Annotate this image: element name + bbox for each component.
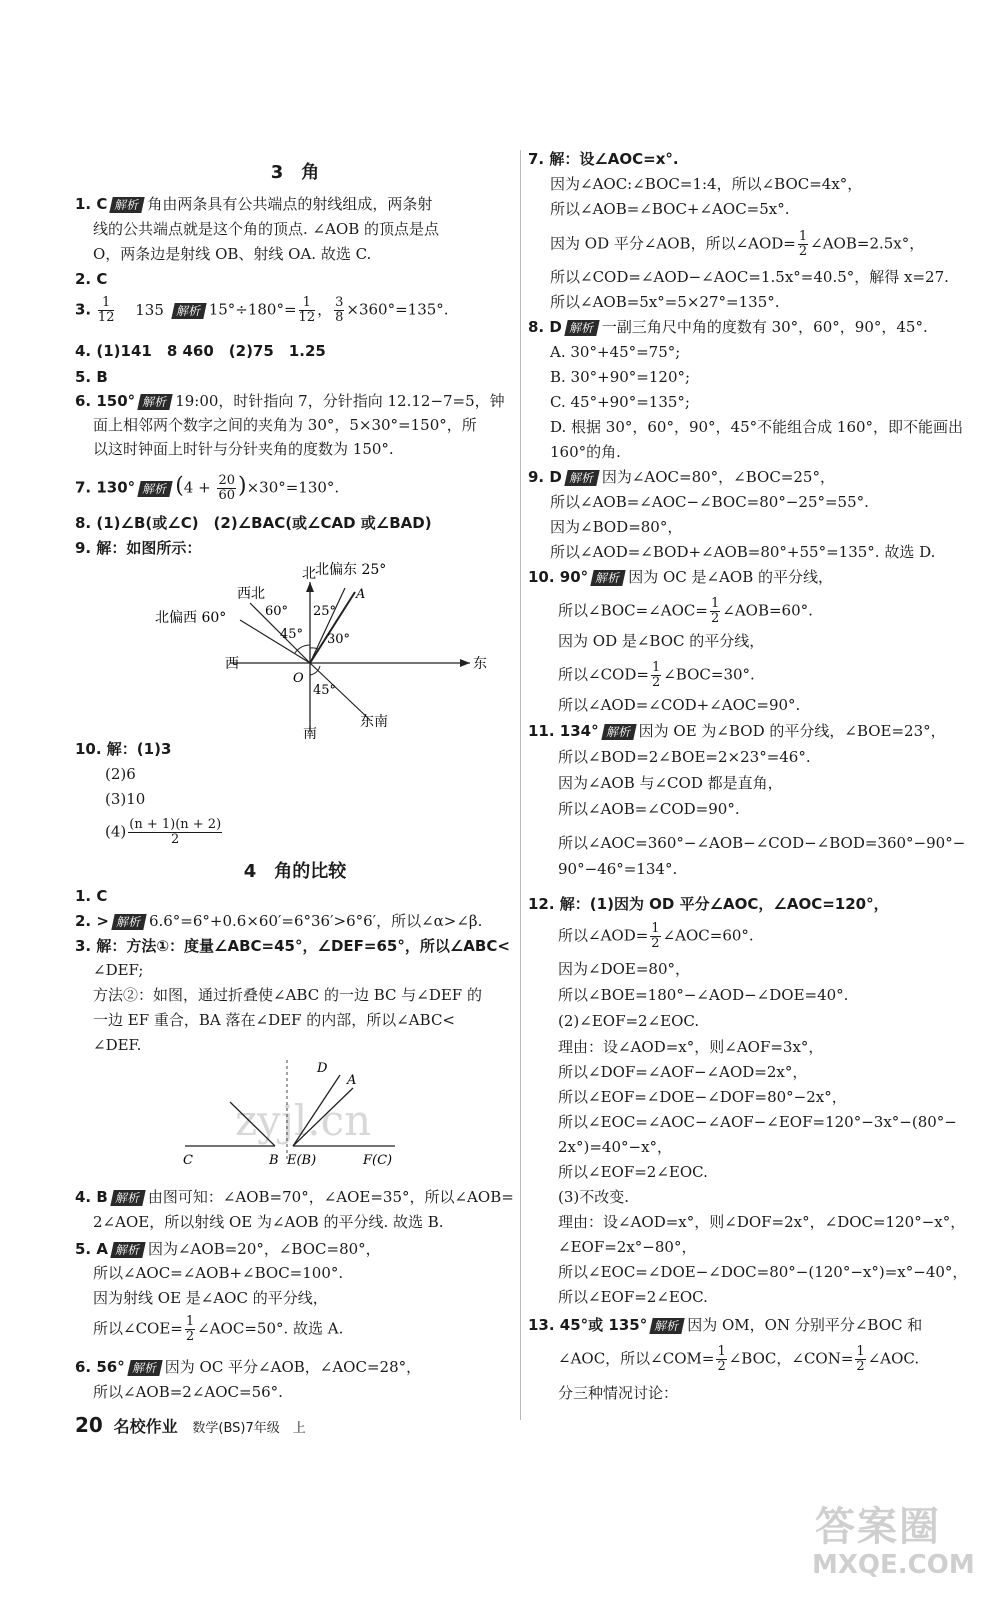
east-label: 东 — [473, 656, 487, 672]
s4-answer-1: 1. C — [75, 887, 108, 905]
answer-r12-l8: 所以∠EOF=∠DOE−∠DOF=80°−2x°， — [558, 1088, 847, 1106]
answer-r8-b: B. 30°+90°=120°; — [550, 368, 691, 386]
answer-r12-l13: 理由：设∠AOD=x°，则∠DOF=2x°，∠DOC=120°−x°， — [558, 1213, 966, 1231]
answer-r11-l4: 所以∠AOB=∠COD=90°. — [558, 800, 740, 818]
answer-1: 1. C 解析 角由两条具有公共端点的射线组成，两条射 — [75, 195, 433, 213]
answer-r12-l16: 所以∠EOF=2∠EOC. — [558, 1288, 708, 1306]
answer-r11-l5: 所以∠AOC=360°−∠AOB−∠COD−∠BOD=360°−90°− — [558, 834, 966, 852]
answer-5: 5. B — [75, 368, 108, 386]
s4-answer-5: 5. A 解析 因为∠AOB=20°，∠BOC=80°， — [75, 1240, 381, 1258]
s4-answer-3-l3: 方法②：如图，通过折叠使∠ABC 的一边 BC 与∠DEF 的 — [93, 986, 482, 1004]
answer-r12: 12. 解：(1)因为 OD 平分∠AOC，∠AOC=120°， — [528, 895, 889, 913]
answer-r12-l3: 因为∠DOE=80°， — [558, 960, 690, 978]
answer-r10-l3: 因为 OD 是∠BOC 的平分线， — [558, 632, 765, 650]
answer-r7-l4: 因为 OD 平分∠AOB，所以∠AOD= $\frac{1}{2}$ ∠AOB=2.5x°， — [550, 229, 925, 259]
answer-4: 4. (1)141 8 460 (2)75 1.25 — [75, 342, 326, 360]
s4-answer-5-l2: 所以∠AOC=∠AOB+∠BOC=100°. — [93, 1264, 344, 1282]
answer-r7-l6: 所以∠AOB=5x°=5×27°=135°. — [550, 293, 780, 311]
book-subject: 数学(BS)7年级 上 — [192, 1421, 306, 1436]
svg-text:25°: 25° — [313, 604, 337, 619]
page-number: 20 — [75, 1413, 103, 1437]
answer-6-line2: 面上相邻两个数字之间的夹角为 30°，5×30°=150°，所 — [93, 416, 477, 434]
svg-text:C: C — [183, 1153, 193, 1168]
svg-text:60°: 60° — [265, 604, 289, 619]
southeast-label: 东南 — [360, 714, 388, 730]
answer-r11-l2: 所以∠BOD=2∠BOE=2×23°=46°. — [558, 748, 811, 766]
answer-2: 2. C — [75, 270, 108, 288]
answer-r11-l6: 90°−46°=134°. — [558, 860, 678, 878]
s4-answer-4-l2: 2∠AOE，所以射线 OE 为∠AOB 的平分线. 故选 B. — [93, 1213, 444, 1231]
ne25-label: 北偏东 25° — [315, 562, 387, 578]
answer-r8-c: C. 45°+90°=135°; — [550, 393, 690, 411]
answer-r9-l3: 因为∠BOD=80°， — [550, 518, 683, 536]
answer-r13: 13. 45°或 135° 解析 因为 OM，ON 分别平分∠BOC 和 — [528, 1316, 923, 1334]
south-label: 南 — [303, 726, 317, 742]
answer-r12-l11: 所以∠EOF=2∠EOC. — [558, 1163, 708, 1181]
svg-text:B: B — [269, 1153, 279, 1168]
column-divider — [520, 150, 521, 1420]
page-footer — [75, 1413, 306, 1437]
s4-answer-3: 3. 解：方法①：度量∠ABC=45°，∠DEF=65°，所以∠ABC< — [75, 937, 510, 955]
answer-r10-l2: 所以∠BOC=∠AOC= $\frac{1}{2}$ ∠AOB=60°. — [558, 596, 813, 626]
s4-answer-2: 2. > 解析 6.6°=6°+0.6×60′=6°36′>6°6′，所以∠α>∠β. — [75, 912, 483, 930]
answer-r7-l5: 所以∠COD=∠AOD−∠AOC=1.5x°=40.5°，解得 x=27. — [550, 268, 949, 286]
svg-text:E(B): E(B) — [287, 1153, 317, 1168]
answer-r8-a: A. 30°+45°=75°; — [550, 343, 681, 361]
answer-r8-d: D. 根据 30°，60°，90°，45°不能组合成 160°，即不能画出 — [550, 418, 964, 436]
svg-text:45°: 45° — [280, 627, 304, 642]
answer-r13-l2: ∠AOC，所以∠COM= $\frac{1}{2}$ ∠BOC，∠CON= $\frac{1}{2}$ ∠AOC. — [558, 1344, 920, 1374]
book-title: 名校作业 — [113, 1417, 178, 1436]
svg-text:45°: 45° — [313, 683, 337, 698]
answer-10-4: (4) $\frac{(n + 1)(n + 2)}{2}$ — [105, 817, 222, 847]
answer-6-line3: 以这时钟面上时针与分针夹角的度数为 150°. — [93, 440, 394, 458]
answer-r12-l5: (2)∠EOF=2∠EOC. — [558, 1012, 700, 1030]
svg-text:O: O — [293, 671, 304, 686]
answer-10-3: (3)10 — [105, 790, 146, 808]
watermark-url: MXQE.COM — [812, 1550, 975, 1580]
answer-r10: 10. 90° 解析 因为 OC 是∠AOB 的平分线， — [528, 568, 833, 586]
answer-r9: 9. D 解析 因为∠AOC=80°，∠BOC=25°， — [528, 468, 835, 486]
answer-1-line2: 线的公共端点就是这个角的顶点. ∠AOB 的顶点是点 — [93, 220, 440, 238]
answer-r12-l7: 所以∠DOF=∠AOF−∠AOD=2x°， — [558, 1063, 808, 1081]
north-label: 北 — [302, 566, 316, 582]
s4-answer-5-l3: 因为射线 OE 是∠AOC 的平分线， — [93, 1289, 328, 1307]
svg-text:30°: 30° — [327, 632, 351, 647]
answer-r8-d2: 160°的角. — [550, 443, 621, 461]
fraction: $\frac{1}{12}$ — [97, 295, 115, 325]
answer-r12-l10: 2x°)=40°−x°， — [558, 1138, 673, 1156]
s4-answer-4: 4. B 解析 由图可知：∠AOB=70°，∠AOE=35°，所以∠AOB= — [75, 1188, 514, 1206]
svg-text:D: D — [317, 1061, 328, 1076]
answer-r12-l6: 理由：设∠AOD=x°，则∠AOF=3x°， — [558, 1038, 824, 1056]
answer-r11-l3: 因为∠AOB 与∠COD 都是直角， — [558, 774, 783, 792]
section-title-3: 3 角 — [270, 162, 320, 183]
answer-r7-l3: 所以∠AOB=∠BOC+∠AOC=5x°. — [550, 200, 790, 218]
answer-r12-l15: 所以∠EOC=∠DOE−∠DOC=80°−(120°−x°)=x°−40°， — [558, 1263, 968, 1281]
watermark-logo: 答案圈 — [815, 1504, 941, 1550]
answer-6: 6. 150° 解析 19:00，时针指向 7，分针指向 12.12−7=5，钟 — [75, 392, 505, 410]
answer-r11: 11. 134° 解析 因为 OE 为∠BOD 的平分线，∠BOE=23°， — [528, 722, 946, 740]
svg-text:F(C): F(C) — [363, 1153, 393, 1168]
nw60-label: 北偏西 60° — [155, 610, 227, 626]
s4-answer-6: 6. 56° 解析 因为 OC 平分∠AOB，∠AOC=28°， — [75, 1358, 422, 1376]
answer-r12-l2: 所以∠AOD= $\frac{1}{2}$ ∠AOC=60°. — [558, 921, 754, 951]
answer-r9-l2: 所以∠AOB=∠AOC−∠BOC=80°−25°=55°. — [550, 493, 869, 511]
answer-r10-l5: 所以∠AOD=∠COD+∠AOC=90°. — [558, 696, 801, 714]
answer-10-2: (2)6 — [105, 765, 136, 783]
answer-r13-l3: 分三种情况讨论： — [558, 1384, 679, 1402]
answer-3: 3. $\frac{1}{12}$ 135 解析 15°÷180°= $\frac{1}{12}$ ， $\frac{3}{8}$ ×360°=135°. — [75, 295, 449, 325]
svg-text:A: A — [347, 1073, 357, 1088]
s4-answer-3-l2: ∠DEF; — [93, 961, 144, 979]
northwest-label: 西北 — [237, 586, 265, 602]
compass-figure — [155, 560, 485, 740]
section-title-4: 4 角的比较 — [243, 861, 347, 882]
answer-r12-l9: 所以∠EOC=∠AOC−∠AOF−∠EOF=120°−3x°−(80°− — [558, 1113, 957, 1131]
svg-text:A: A — [356, 587, 366, 602]
answer-r8: 8. D 解析 一副三角尺中角的度数有 30°，60°，90°，45°. — [528, 318, 928, 336]
s4-answer-5-l4: 所以∠COE= $\frac{1}{2}$ ∠AOC=50°. 故选 A. — [93, 1314, 344, 1344]
answer-8: 8. (1)∠B(或∠C) (2)∠BAC(或∠CAD 或∠BAD) — [75, 514, 432, 532]
answer-r7: 7. 解：设∠AOC=x°. — [528, 150, 679, 168]
answer-r12-l12: (3)不改变. — [558, 1188, 630, 1206]
s4-answer-3-l4: 一边 EF 重合，BA 落在∠DEF 的内部，所以∠ABC< — [93, 1011, 455, 1029]
answer-10: 10. 解：(1)3 — [75, 740, 172, 758]
watermark-text: zyjl.cn — [235, 1096, 372, 1145]
answer-7: 7. 130° 解析 (4 + $\frac{20}{60}$ )×30°=130°. — [75, 473, 340, 503]
answer-r12-l4: 所以∠BOE=180°−∠AOD−∠DOE=40°. — [558, 986, 849, 1004]
answer-r10-l4: 所以∠COD= $\frac{1}{2}$ ∠BOC=30°. — [558, 660, 755, 690]
fold-figure — [175, 1060, 475, 1170]
answer-9: 9. 解：如图所示： — [75, 539, 202, 557]
answer-r9-l4: 所以∠AOD=∠BOD+∠AOB=80°+55°=135°. 故选 D. — [550, 543, 936, 561]
west-label: 西 — [225, 656, 239, 672]
s4-answer-6-l2: 所以∠AOB=2∠AOC=56°. — [93, 1383, 283, 1401]
answer-1-line3: O，两条边是射线 OB、射线 OA. 故选 C. — [93, 245, 372, 263]
answer-r12-l14: ∠EOF=2x°−80°， — [558, 1238, 697, 1256]
answer-r7-l2: 因为∠AOC:∠BOC=1:4，所以∠BOC=4x°， — [550, 175, 863, 193]
s4-answer-3-l5: ∠DEF. — [93, 1036, 142, 1054]
